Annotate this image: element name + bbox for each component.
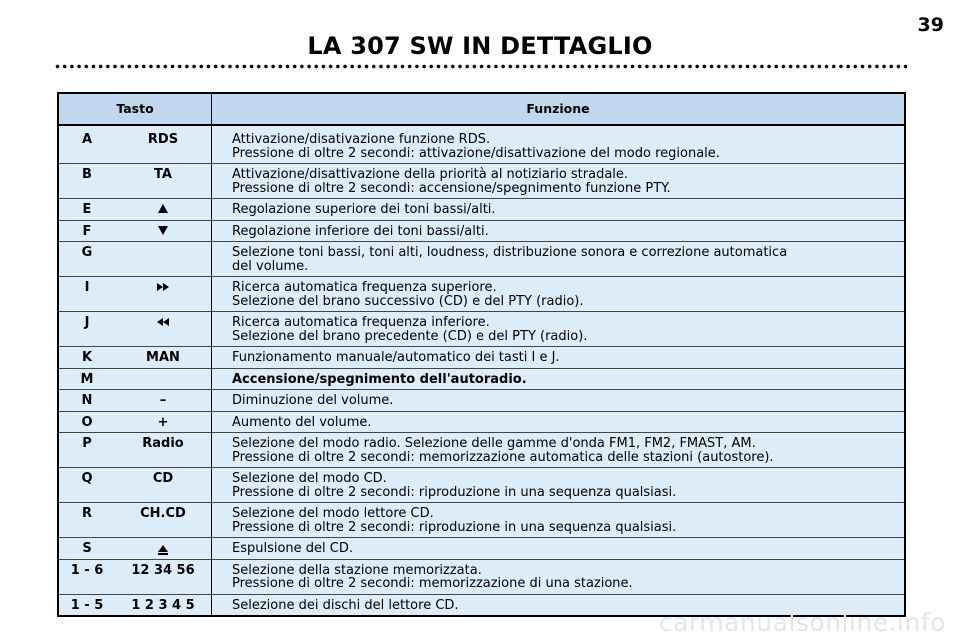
key-label: – [115, 390, 212, 412]
function-description [212, 199, 906, 221]
key-label: 1 2 3 4 5 [115, 594, 212, 616]
table-row [58, 164, 905, 199]
key-function-table [57, 92, 906, 617]
table-row [58, 220, 905, 242]
key-label: RDS [115, 125, 212, 164]
description-line: Selezione toni bassi, toni alti, loudness, distribuzione sonora e correzione automatica [232, 245, 788, 260]
key-label [115, 538, 212, 560]
fast-forward-icon [157, 280, 169, 295]
key-letter: F [58, 220, 115, 242]
key-letter: B [58, 164, 115, 199]
description-line: Pressione di oltre 2 secondi: riproduzione in una sequenza qualsiasi. [232, 484, 677, 500]
key-letter: G [58, 242, 115, 277]
description-line: Regolazione inferiore dei toni bassi/alti. [232, 223, 489, 239]
watermark: carmanualsonline.info [658, 608, 946, 637]
key-letter: P [58, 433, 115, 468]
description-line: Funzionamento manuale/automatico dei tasti I e J. [232, 350, 560, 365]
description-line: Regolazione superiore dei toni bassi/alti. [232, 202, 496, 217]
description-line: Selezione del modo radio. Selezione delle gamme d'onda FM1, FM2, FMAST, AM. [232, 436, 756, 451]
table-row [58, 503, 905, 538]
function-description [212, 468, 906, 503]
description-line: Espulsione del CD. [232, 541, 354, 556]
description-line: Selezione dei dischi del lettore CD. [232, 597, 459, 613]
page-number: 39 [917, 14, 944, 36]
key-label [115, 220, 212, 242]
description-line: del volume. [232, 258, 309, 274]
key-letter: A [58, 125, 115, 164]
function-description [212, 433, 906, 468]
column-header-key: Tasto [58, 93, 212, 125]
description-line: Selezione del brano successivo (CD) e del PTY (radio). [232, 293, 584, 309]
triangle-down-icon [158, 224, 168, 239]
key-label: CD [115, 468, 212, 503]
table-row [58, 312, 905, 347]
table-row [58, 347, 905, 369]
key-label [115, 368, 212, 390]
key-letter: M [58, 368, 115, 390]
function-description [212, 277, 906, 312]
function-description [212, 390, 906, 412]
key-label: CH.CD [115, 503, 212, 538]
page-title: LA 307 SW IN DETTAGLIO [307, 32, 653, 60]
column-header-function: Funzione [212, 93, 906, 125]
function-description [212, 220, 906, 242]
description-line: Selezione del modo CD. [232, 471, 387, 486]
key-label [115, 199, 212, 221]
key-letter: S [58, 538, 115, 560]
description-line: Selezione della stazione memorizzata. [232, 562, 482, 578]
key-letter: E [58, 199, 115, 221]
table-row [58, 468, 905, 503]
key-letter: N [58, 390, 115, 412]
description-line: Aumento del volume. [232, 414, 372, 430]
description-line: Ricerca automatica frequenza superiore. [232, 280, 497, 295]
description-line: Pressione di oltre 2 secondi: memorizzazione automatica delle stazioni (autostore). [232, 449, 774, 465]
function-description [212, 312, 906, 347]
key-label [115, 277, 212, 312]
description-line: Pressione di oltre 2 secondi: attivazione/disattivazione del modo regionale. [232, 145, 720, 161]
function-description [212, 503, 906, 538]
description-line: Pressione di oltre 2 secondi: accensione/spegnimento funzione PTY. [232, 180, 671, 196]
key-letter: 1 - 5 [58, 594, 115, 616]
table-row [58, 242, 905, 277]
function-description [212, 164, 906, 199]
function-description [212, 125, 906, 164]
table-row [58, 199, 905, 221]
table-row [58, 559, 905, 594]
table-row [58, 433, 905, 468]
table-row [58, 390, 905, 412]
description-line: Accensione/spegnimento dell'autoradio. [232, 371, 527, 387]
key-letter: J [58, 312, 115, 347]
function-description [212, 538, 906, 560]
key-label: Radio [115, 433, 212, 468]
description-line: Selezione del modo lettore CD. [232, 506, 434, 521]
table-body [58, 125, 905, 616]
function-description [212, 368, 906, 390]
description-line: Attivazione/disattivazione della priorità al notiziario stradale. [232, 167, 629, 182]
description-line: Attivazione/disativazione funzione RDS. [232, 132, 491, 147]
function-description [212, 411, 906, 433]
table-row [58, 125, 905, 164]
description-line: Pressione di oltre 2 secondi: memorizzazione di una stazione. [232, 576, 633, 591]
key-label: + [115, 411, 212, 433]
triangle-up-icon [158, 202, 168, 217]
eject-icon [158, 541, 168, 556]
description-line: Ricerca automatica frequenza inferiore. [232, 315, 490, 330]
description-line: Diminuzione del volume. [232, 393, 394, 408]
table-header-row [58, 93, 905, 125]
key-letter: O [58, 411, 115, 433]
key-label: MAN [115, 347, 212, 369]
description-line: Pressione di oltre 2 secondi: riproduzione in una sequenza qualsiasi. [232, 519, 677, 535]
key-label [115, 312, 212, 347]
key-letter: R [58, 503, 115, 538]
function-description [212, 347, 906, 369]
table-row [58, 538, 905, 560]
key-label: TA [115, 164, 212, 199]
rewind-icon [157, 315, 169, 330]
function-description [212, 559, 906, 594]
key-letter: K [58, 347, 115, 369]
key-letter: Q [58, 468, 115, 503]
key-letter: I [58, 277, 115, 312]
key-label: 12 34 56 [115, 559, 212, 594]
table-row [58, 277, 905, 312]
dotted-divider [55, 64, 907, 69]
key-label [115, 242, 212, 277]
table-row [58, 368, 905, 390]
table-row [58, 411, 905, 433]
key-letter: 1 - 6 [58, 559, 115, 594]
function-description [212, 242, 906, 277]
description-line: Selezione del brano precedente (CD) e del PTY (radio). [232, 328, 588, 344]
